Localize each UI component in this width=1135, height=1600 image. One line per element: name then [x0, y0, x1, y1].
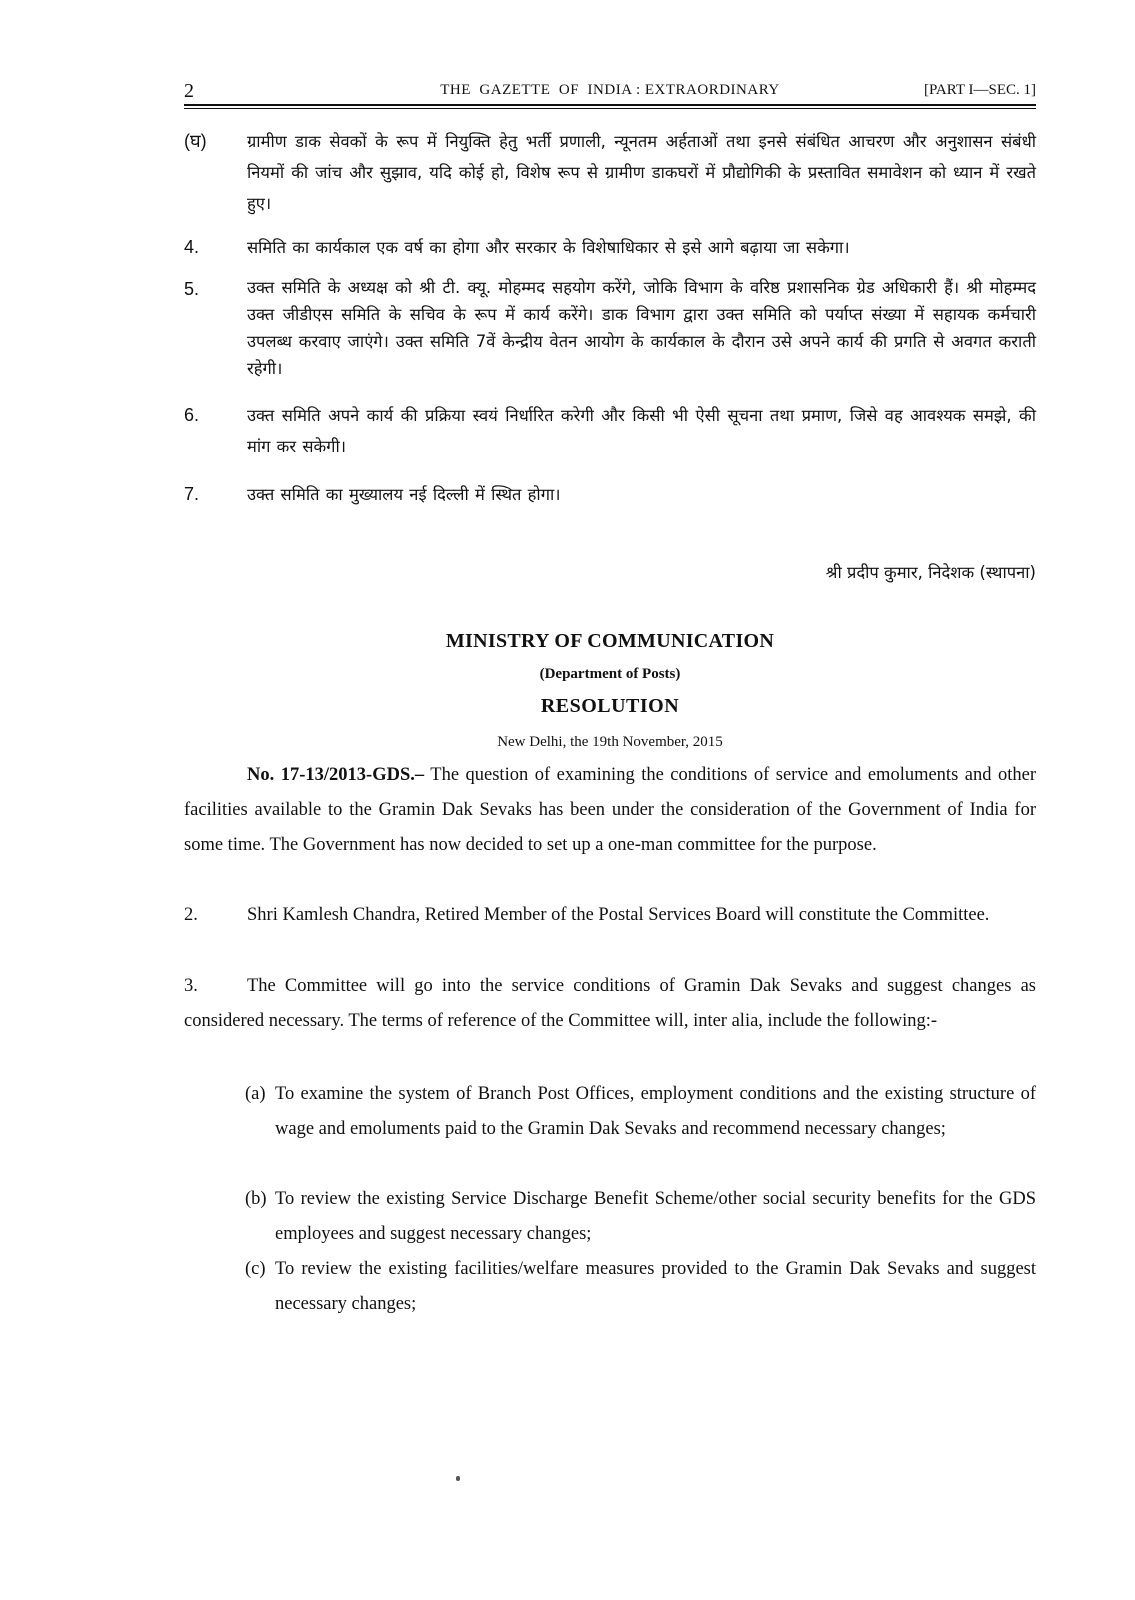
hindi-item-number: 5. — [184, 279, 200, 299]
paragraph-text: The question of examining the conditions of service and emoluments and other facilities available to the Gramin Dak Sevaks has been under the consideration of the Government of India for some time. The Government has now decided to set up a one-man committee for the purpose. — [184, 765, 1036, 855]
terms-item-b — [245, 1182, 1036, 1252]
department-heading: (Department of Posts) — [539, 666, 681, 682]
paragraph-number: 3. — [184, 976, 198, 996]
hindi-item-text: उक्त समिति के अध्यक्ष को श्री टी. क्यू. मोहम्मद सहयोग करेंगे, जोकि विभाग के वरिष्ठ प्रशासनिक ग्रेड अधिकारी हैं। श्री मोहम्मद उक्त जीडीएस समिति के सचिव के रूप में कार्य करेंगे। डाक विभाग द्वारा उक्त समिति को पर्याप्त संख्या में सहायक कर्मचारी उपलब्ध करवाए जाएंगे। उक्त समिति 7वें केन्द्रीय वेतन आयोग के कार्यकाल के दौरान उसे अपने कार्य की प्रगति से अवगत कराती रहेगी। — [247, 278, 1036, 378]
terms-item-text: To review the existing facilities/welfare measures provided to the Gramin Dak Sevaks and suggest necessary changes; — [275, 1259, 1036, 1314]
terms-item-text: To examine the system of Branch Post Offices, employment conditions and the existing structure of wage and emoluments paid to the Gramin Dak Sevaks and recommend necessary changes; — [275, 1084, 1036, 1139]
resolution-number: No. 17-13/2013-GDS.– — [247, 765, 425, 785]
scan-speck — [456, 1476, 460, 1481]
hindi-item-number: (घ) — [184, 131, 207, 151]
hindi-item-number: 7. — [184, 484, 200, 504]
ministry-heading: MINISTRY OF COMMUNICATION — [445, 630, 775, 652]
terms-item-text: To review the existing Service Discharge Benefit Scheme/other social security benefits for the GDS employees and suggest necessary changes; — [275, 1189, 1036, 1244]
resolution-paragraph-3 — [184, 969, 1036, 1039]
hindi-item-text: उक्त समिति अपने कार्य की प्रक्रिया स्वयं निर्धारित करेगी और किसी भी ऐसी सूचना तथा प्रमाण, जिसे वह आवश्यक समझे, की मांग कर सकेगी। — [247, 406, 1036, 456]
paragraph-text: The Committee will go into the service conditions of Gramin Dak Sevaks and suggest changes as considered necessary. The terms of reference of the Committee will, inter alia, include the following:- — [184, 976, 1036, 1031]
gazette-title: THE GAZETTE OF INDIA : EXTRAORDINARY — [440, 82, 780, 98]
dateline: New Delhi, the 19th November, 2015 — [497, 734, 723, 750]
resolution-paragraph-2 — [184, 898, 1036, 933]
hindi-item-number: 4. — [184, 237, 200, 257]
terms-item-label: (a) — [245, 1084, 266, 1104]
hindi-item-4 — [184, 232, 1036, 263]
hindi-item-number: 6. — [184, 405, 200, 425]
resolution-heading: RESOLUTION — [540, 695, 680, 717]
terms-item-a — [245, 1077, 1036, 1147]
page-header — [184, 80, 1036, 104]
hindi-item-6 — [184, 400, 1036, 462]
hindi-item-5 — [184, 274, 1036, 382]
hindi-item-text: उक्त समिति का मुख्यालय नई दिल्ली में स्थित होगा। — [247, 485, 561, 504]
terms-item-c — [245, 1252, 1036, 1322]
resolution-paragraph-1 — [184, 758, 1036, 863]
hindi-item-gha — [184, 126, 1036, 219]
header-rule-thick — [184, 104, 1036, 106]
part-section: [PART I—SEC. 1] — [923, 82, 1036, 98]
hindi-item-text: समिति का कार्यकाल एक वर्ष का होगा और सरकार के विशेषाधिकार से इसे आगे बढ़ाया जा सकेगा। — [247, 238, 850, 257]
hindi-signature: श्री प्रदीप कुमार, निदेशक (स्थापना) — [825, 563, 1036, 582]
paragraph-number: 2. — [184, 905, 198, 925]
paragraph-text: Shri Kamlesh Chandra, Retired Member of the Postal Services Board will constitute the Committee. — [247, 905, 990, 925]
hindi-item-7 — [184, 479, 1036, 510]
hindi-item-text: ग्रामीण डाक सेवकों के रूप में नियुक्ति हेतु भर्ती प्रणाली, न्यूनतम अर्हताओं तथा इनसे संबंधित आचरण और अनुशासन संबंधी नियमों की जांच और सुझाव, यदि कोई हो, विशेष रूप से ग्रामीण डाकघरों में प्रौद्योगिकी के प्रस्तावित समावेशन को ध्यान में रखते हुए। — [247, 132, 1036, 213]
header-rule-thin — [184, 108, 1036, 109]
page-number: 2 — [184, 80, 194, 102]
terms-item-label: (b) — [245, 1189, 267, 1209]
terms-item-label: (c) — [245, 1259, 266, 1279]
